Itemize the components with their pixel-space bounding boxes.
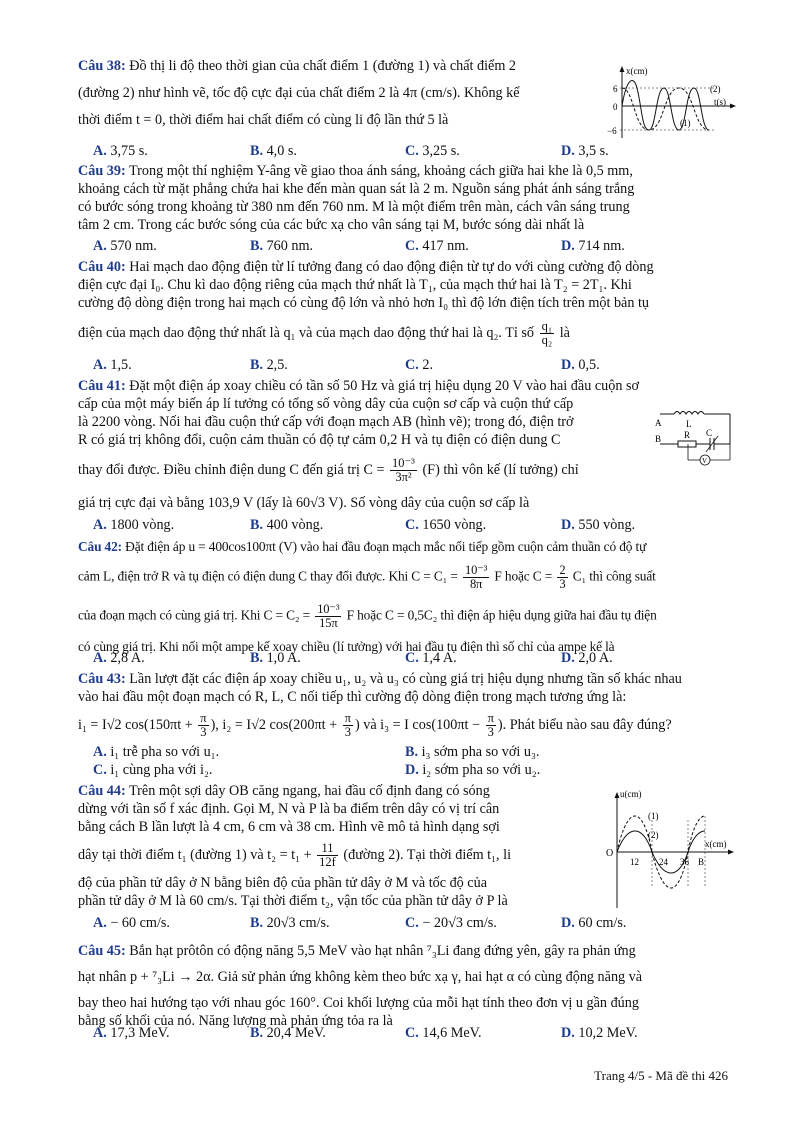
q38-c1: (1) bbox=[680, 118, 691, 128]
q44-xlabel: x(cm) bbox=[705, 839, 727, 849]
q44-figure bbox=[594, 786, 736, 912]
q44-ylabel: u(cm) bbox=[620, 789, 642, 799]
q45-label: Câu 45: bbox=[78, 943, 126, 959]
q44-time-frac: $\frac{11}{12f}$ bbox=[319, 841, 336, 869]
q42-c1-value: $\frac{\text{10⁻³}}{8\pi}$ bbox=[464, 563, 488, 591]
q40-option-a[interactable]: A. 1,5. bbox=[93, 357, 132, 373]
q41-circuit-figure bbox=[654, 408, 738, 470]
q40-label: Câu 40: bbox=[78, 259, 126, 275]
q45-option-c[interactable]: C. 14,6 MeV. bbox=[405, 1025, 482, 1041]
q44-end-b: B bbox=[698, 857, 705, 867]
q44-option-b[interactable]: B. 20√3 cm/s. bbox=[250, 915, 330, 931]
q45-option-d[interactable]: D. 10,2 MeV. bbox=[561, 1025, 638, 1041]
q38-option-b[interactable]: B. 4,0 s. bbox=[250, 143, 297, 159]
q39-option-c[interactable]: C. 417 nm. bbox=[405, 238, 469, 254]
q38-yzero: 0 bbox=[613, 102, 618, 112]
q41-fig-a: A bbox=[655, 418, 662, 428]
q44-option-d[interactable]: D. 60 cm/s. bbox=[561, 915, 627, 931]
q41-option-c[interactable]: C. 1650 vòng. bbox=[405, 517, 487, 533]
q40-option-d[interactable]: D. 0,5. bbox=[561, 357, 600, 373]
q39-option-d[interactable]: D. 714 nm. bbox=[561, 238, 625, 254]
q42-c2-value: $\frac{\text{10⁻³}}{15\pi}$ bbox=[317, 602, 340, 630]
q39-stem: Câu 39: Trong một thí nghiệm Y-âng về giao thoa ánh sáng, khoảng cách giữa hai khe là 0,5 mm, khoảng cách từ mặt phẳng chứa hai khe đến màn quan sát là 2 m. Nguồn sáng phát ánh sáng trắng có bước sóng trong khoảng từ 380 nm đến 760 nm. M là một điểm trên màn, cách vân sáng trung tâm 2 cm. Trong các bước sóng của các bức xạ cho vân sáng tại M, bước sóng dài nhất là bbox=[78, 163, 635, 233]
q42-stem: Câu 42: Đặt điện áp u = 400cos100πt (V) vào hai đầu đoạn mạch mắc nối tiếp gồm cuộn cảm thuần có độ tự cảm L, điện trở R và tụ điện có điện dung C thay đổi được. Khi C = C₁ = $\frac{\text{10⁻³}}{8\pi}$ F hoặc C = $\frac{2}{3}$ C₁ thì công suất của đoạn mạch có cùng giá trị. Khi C = C₂ = $\frac{\text{10⁻³}}{15\pi}$ F hoặc C = 0,5C₂ thì điện áp hiệu dụng giữa hai đầu tụ điện có cùng giá trị. Khi nối một ampe kế xoay chiều (lí tưởng) với hai đầu tụ điện thì số chỉ của ampe kế là bbox=[78, 539, 657, 654]
q41-stem: Câu 41: Đặt một điện áp xoay chiều có tần số 50 Hz và giá trị hiệu dụng 20 V vào hai đầu cuộn sơ cấp của một máy biến áp lí tưởng có tổng số vòng dây của cuộn sơ cấp và cuộn thứ cấp là 2200 vòng. Nối hai đầu cuộn thứ cấp với đoạn mạch AB (hình vẽ); trong đó, điện trở R có giá trị không đổi, cuộn cảm thuần có độ tự cảm 0,2 H và tụ điện có điện dung C thay đổi được. Điều chỉnh điện dung C đến giá trị C = $\frac{\text{10⁻³}}{\text{3π²}}$ (F) thì vôn kế (lí tưởng) chỉ giá trị cực đại và bằng 103,9 V (lấy là 60√3 V). Số vòng dây của cuộn sơ cấp là bbox=[78, 378, 639, 511]
q44-tick-24: 24 bbox=[659, 857, 668, 867]
q39-option-a[interactable]: A. 570 nm. bbox=[93, 238, 157, 254]
q38-figure bbox=[604, 64, 736, 140]
q38-option-d[interactable]: D. 3,5 s. bbox=[561, 143, 609, 159]
q38-ytop: 6 bbox=[613, 84, 618, 94]
q41-label: Câu 41: bbox=[78, 378, 126, 394]
q44-c2: (2) bbox=[648, 830, 659, 840]
q38-label: Câu 38: bbox=[78, 58, 126, 74]
q43-option-c[interactable]: C. i₁ cùng pha với i₂. bbox=[93, 762, 213, 778]
q41-fig-b: B bbox=[655, 434, 662, 444]
q38-c2: (2) bbox=[710, 84, 721, 94]
q42-option-d[interactable]: D. 2,0 A. bbox=[561, 650, 613, 666]
q41-fig-c: C bbox=[706, 428, 713, 438]
q39-option-b[interactable]: B. 760 nm. bbox=[250, 238, 314, 254]
q40-ratio: $\frac{\text{q₁}}{\text{q₂}}$ bbox=[541, 319, 553, 347]
q41-fig-v: V bbox=[702, 457, 708, 465]
q44-option-a[interactable]: A. − 60 cm/s. bbox=[93, 915, 170, 931]
q45-stem: Câu 45: Bắn hạt prôtôn có động năng 5,5 MeV vào hạt nhân ⁷₃Li đang đứng yên, gây ra phản ứng hạt nhân p + ⁷₃Li → 2α. Giả sử phản ứng không kèm theo bức xạ γ, hai hạt α có cùng động năng và bay theo hai hướng tạo với nhau góc 160°. Coi khối lượng của mỗi hạt tính theo đơn vị u gần đúng bằng số khối của nó. Năng lượng mà phản ứng tỏa ra là bbox=[78, 943, 643, 1029]
q44-tick-12: 12 bbox=[630, 857, 639, 867]
q38-curve-2 bbox=[622, 88, 709, 130]
q42-two-thirds: $\frac{2}{3}$ bbox=[559, 563, 566, 591]
q41-cap-value: $\frac{\text{10⁻³}}{\text{3π²}}$ bbox=[392, 456, 415, 484]
q44-option-c[interactable]: C. − 20√3 cm/s. bbox=[405, 915, 497, 931]
q38-ybot: −6 bbox=[607, 126, 617, 136]
q38-option-a[interactable]: A. 3,75 s. bbox=[93, 143, 148, 159]
q38-stem: Câu 38: Đồ thị li độ theo thời gian của chất điểm 1 (đường 1) và chất điểm 2 (đường 2) như hình vẽ, tốc độ cực đại của chất điểm 2 là 4π (cm/s). Không kể thời điểm t = 0, thời điểm hai chất điểm có cùng li độ lần thứ 5 là bbox=[78, 58, 520, 128]
q43-phase-3: $\frac{\pi}{3}$ bbox=[487, 711, 494, 739]
q40-stem: Câu 40: Hai mạch dao động điện từ lí tưởng đang có dao động điện từ tự do với cùng cường độ dòng điện cực đại I₀. Chu kì dao động riêng của mạch thứ nhất là T₁, của mạch thứ hai là T₂ = 2T₁. Khi cường độ dòng điện trong hai mạch có cùng độ lớn và nhỏ hơn I₀ thì độ lớn điện tích trên một bản tụ điện của mạch dao động thứ nhất là q₁ và của mạch dao động thứ hai là q₂. Tỉ số $\frac{\text{q₁}}{\text{q₂}}$ là bbox=[78, 259, 654, 347]
q42-option-a[interactable]: A. 2,8 A. bbox=[93, 650, 145, 666]
q40-option-b[interactable]: B. 2,5. bbox=[250, 357, 288, 373]
page-footer: Trang 4/5 - Mã đề thi 426 bbox=[594, 1068, 728, 1083]
q43-stem: Câu 43: Lần lượt đặt các điện áp xoay chiều u₁, u₂ và u₃ có cùng giá trị hiệu dụng nhưng tần số khác nhau vào hai đầu một đoạn mạch có R, L, C nối tiếp thì cường độ dòng điện trong mạch tương ứng là: i₁ = I√2 cos(150πt + $\frac{\pi}{3}$ ), i₂ = I√2 cos(200πt + $\frac{\pi}{3}$ ) và i₃ = I cos(100πt − $\frac{\pi}{3}$ ). Phát biểu nào sau đây đúng? bbox=[78, 671, 682, 739]
q44-c1: (1) bbox=[648, 811, 659, 821]
q44-label: Câu 44: bbox=[78, 783, 126, 799]
q44-origin: O bbox=[606, 848, 614, 859]
q42-option-b[interactable]: B. 1,0 A. bbox=[250, 650, 301, 666]
q43-option-a[interactable]: A. i₁ trễ pha so với u₁. bbox=[93, 744, 220, 760]
q44-stem: Câu 44: Trên một sợi dây OB căng ngang, hai đầu cố định đang có sóng dừng với tần số f xác định. Gọi M, N và P là ba điểm trên dây có vị trí cân bằng cách B lần lượt là 4 cm, 6 cm và 38 cm. Hình vẽ mô tả hình dạng sợi dây tại thời điểm t₁ (đường 1) và t₂ = t₁ + $\frac{11}{12f}$ (đường 2). Tại thời điểm t₁, li độ của phần tử dây ở N bằng biên độ của phần tử dây ở M và tốc độ của phần tử dây ở M là 60 cm/s. Tại thời điểm t₂, vận tốc của phần tử dây ở P là bbox=[78, 783, 512, 909]
q45-option-b[interactable]: B. 20,4 MeV. bbox=[250, 1025, 326, 1041]
q41-fig-r: R bbox=[684, 430, 691, 440]
q41-option-d[interactable]: D. 550 vòng. bbox=[561, 517, 636, 533]
q41-fig-l: L bbox=[686, 419, 692, 429]
q45-option-a[interactable]: A. 17,3 MeV. bbox=[93, 1025, 170, 1041]
q43-option-b[interactable]: B. i₃ sớm pha so với u₃. bbox=[405, 744, 540, 760]
q44-tick-36: 36 bbox=[680, 857, 689, 867]
q38-option-c[interactable]: C. 3,25 s. bbox=[405, 143, 460, 159]
q38-ylabel: x(cm) bbox=[626, 66, 648, 76]
q43-phase-2: $\frac{\pi}{3}$ bbox=[344, 711, 351, 739]
q40-option-c[interactable]: C. 2. bbox=[405, 357, 433, 373]
q41-option-a[interactable]: A. 1800 vòng. bbox=[93, 517, 175, 533]
q38-xlabel: t(s) bbox=[714, 97, 726, 107]
q43-label: Câu 43: bbox=[78, 671, 126, 687]
q43-option-d[interactable]: D. i₂ sớm pha so với u₂. bbox=[405, 762, 541, 778]
q42-label: Câu 42: bbox=[78, 539, 122, 554]
q43-phase-1: $\frac{\pi}{3}$ bbox=[200, 711, 207, 739]
q39-label: Câu 39: bbox=[78, 163, 126, 179]
q42-option-c[interactable]: C. 1,4 A. bbox=[405, 650, 457, 666]
q41-option-b[interactable]: B. 400 vòng. bbox=[250, 517, 324, 533]
